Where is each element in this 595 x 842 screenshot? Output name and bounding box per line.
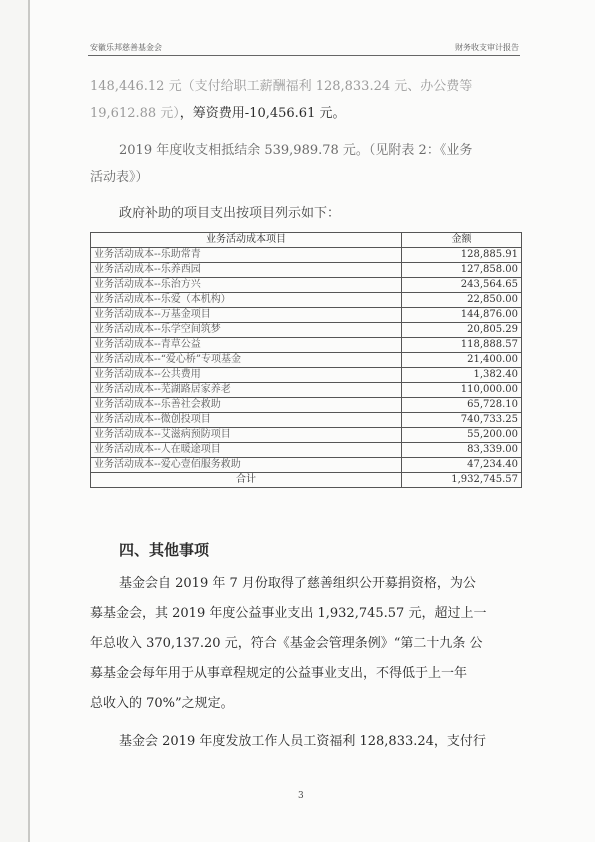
amount-cell: 55,200.00 [402, 428, 522, 443]
paragraph-line: 148,446.12 元（支付给职工薪酬福利 128,833.24 元、办公费等 [90, 79, 473, 94]
amount-cell: 144,876.00 [402, 308, 522, 323]
body-line: 募基金会每年用于从事章程规定的公益事业支出，不得低于上一年 [90, 666, 468, 681]
amount-cell: 110,000.00 [402, 383, 522, 398]
table-header-row [91, 233, 522, 248]
table-row [91, 458, 522, 473]
amount-cell: 22,850.00 [402, 293, 522, 308]
project-expense-table [90, 232, 522, 488]
item-cell: 业务活动成本--人在暖途项目 [91, 443, 402, 458]
table-row [91, 308, 522, 323]
item-cell: 业务活动成本--乐养西园 [91, 263, 402, 278]
table-row [91, 398, 522, 413]
column-header-item: 业务活动成本项目 [91, 233, 402, 248]
table-row [91, 443, 522, 458]
body-line: 年总收入 370,137.20 元，符合《基金会管理条例》“第二十九条 公 [90, 636, 483, 651]
header-rule [88, 55, 520, 56]
item-cell: 业务活动成本--青草公益 [91, 338, 402, 353]
table-row [91, 413, 522, 428]
section-heading: 四、其他事项 [119, 541, 210, 559]
table-row [91, 278, 522, 293]
amount-cell: 740,733.25 [402, 413, 522, 428]
item-cell: 业务活动成本--公共费用 [91, 368, 402, 383]
table-row [91, 338, 522, 353]
table-row [91, 428, 522, 443]
body-line: 基金会自 2019 年 7 月份取得了慈善组织公开募捐资格，为公 [119, 576, 476, 591]
item-cell: 业务活动成本--“爱心桥”专项基金 [91, 353, 402, 368]
table-total-row [91, 473, 522, 488]
table-row [91, 368, 522, 383]
amount-cell: 243,564.65 [402, 278, 522, 293]
item-cell: 业务活动成本--微创投项目 [91, 413, 402, 428]
page-number: 3 [298, 791, 304, 801]
item-cell: 业务活动成本--乐爱（本机构） [91, 293, 402, 308]
amount-cell: 47,234.40 [402, 458, 522, 473]
header-org: 安徽乐邦慈善基金会 [90, 43, 162, 52]
total-label: 合计 [91, 473, 402, 488]
paragraph-line: 政府补助的项目支出按项目列示如下： [119, 206, 341, 221]
body-line: 募基金会，其 2019 年度公益事业支出 1,932,745.57 元，超过上一 [90, 606, 487, 621]
item-cell: 业务活动成本--芜湖路居家养老 [91, 383, 402, 398]
item-cell: 业务活动成本--乐治方兴 [91, 278, 402, 293]
item-cell: 业务活动成本--乐善社会救助 [91, 398, 402, 413]
faded-amount: 19,612.88 元） [90, 106, 180, 121]
amount-cell: 20,805.29 [402, 323, 522, 338]
item-cell: 业务活动成本--爱心壹佰服务救助 [91, 458, 402, 473]
table-row [91, 248, 522, 263]
paragraph-line: 活动表》） [90, 170, 149, 185]
item-cell: 业务活动成本--乐学空间筑梦 [91, 323, 402, 338]
body-line: 总收入的 70%”之规定。 [90, 696, 234, 711]
total-amount: 1,932,745.57 [402, 473, 522, 488]
table-row [91, 293, 522, 308]
amount-cell: 1,382.40 [402, 368, 522, 383]
column-header-amount: 金额 [402, 233, 522, 248]
amount-cell: 83,339.00 [402, 443, 522, 458]
item-cell: 业务活动成本--乐助常青 [91, 248, 402, 263]
item-cell: 业务活动成本--艾滋病预防项目 [91, 428, 402, 443]
amount-cell: 127,858.00 [402, 263, 522, 278]
amount-cell: 128,885.91 [402, 248, 522, 263]
paragraph-line: 2019 年度收支相抵结余 539,989.78 元。（见附表 2：《业务 [119, 143, 473, 158]
table-row [91, 323, 522, 338]
paragraph-line [90, 106, 345, 122]
amount-cell: 118,888.57 [402, 338, 522, 353]
amount-cell: 21,400.00 [402, 353, 522, 368]
amount-cell: 65,728.10 [402, 398, 522, 413]
body-line: 基金会 2019 年度发放工作人员工资福利 128,833.24，支付行 [119, 734, 486, 749]
table-row [91, 263, 522, 278]
item-cell: 业务活动成本--万基金项目 [91, 308, 402, 323]
paragraph-text: ，筹资费用-10,456.61 元。 [179, 106, 346, 121]
header-report-title: 财务收支审计报告 [455, 43, 519, 52]
table-row [91, 353, 522, 368]
table-row [91, 383, 522, 398]
